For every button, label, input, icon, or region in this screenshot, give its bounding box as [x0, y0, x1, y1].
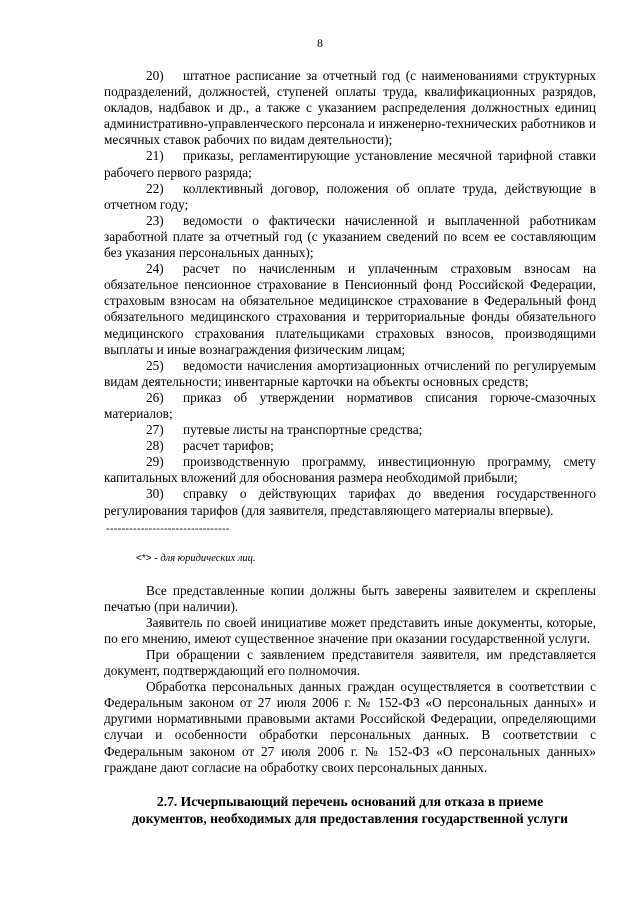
item-number: 25) [146, 357, 164, 373]
list-item [104, 454, 596, 486]
list-item [104, 438, 596, 454]
item-number: 28) [146, 438, 164, 454]
page-number: 8 [317, 36, 323, 50]
footnote-separator: -------------------------------- [106, 522, 230, 535]
item-number: 30) [146, 486, 164, 502]
item-text: расчет тарифов; [183, 438, 274, 454]
item-text: штатное расписание за отчетный год (с наименованиями структурных подразделений, должностей, ступеней оплаты труда, квалификационных разрядов, окладов, надбавок и др., а также с указанием распределения должностных единиц административно-управленческого персонала и инженерно-технических работников и месячных ставок рабочих по видам деятельности); [104, 68, 596, 148]
list-item [104, 148, 596, 180]
list-item [104, 422, 596, 438]
list-item [104, 181, 596, 213]
list-item [104, 68, 596, 148]
paragraph-copies: Все представленные копии должны быть заверены заявителем и скреплены печатью (при наличии). [104, 582, 596, 614]
section-heading [104, 793, 596, 827]
item-number: 29) [146, 454, 164, 470]
paragraph-representative: При обращении с заявлением представителя заявителя, им представляется документ, подтверждающий его полномочия. [104, 647, 596, 679]
footnote-mark: <*> [136, 552, 152, 564]
item-number: 21) [146, 148, 164, 164]
document-body [104, 68, 596, 827]
item-text: ведомости начисления амортизационных отчислений по регулируемым видам деятельности; инвентарные карточки на объекты основных средств; [104, 357, 596, 389]
section-heading-line-2: документов, необходимых для предоставления государственной услуги [132, 810, 568, 826]
item-text: расчет по начисленным и уплаченным страховым взносам на обязательное пенсионное страхование в Пенсионный фонд Российской Федерации, страховым взносам на обязательное медицинское страхование в Федеральный фонд обязательного медицинского страхования и территориальные фонды обязательного медицинского страхования плательщиками страховых взносов, производящими выплаты и иные вознаграждения физическим лицам; [104, 261, 596, 357]
item-number: 20) [146, 68, 164, 83]
item-text: путевые листы на транспортные средства; [183, 422, 423, 438]
item-number: 22) [146, 180, 164, 196]
item-text: ведомости о фактически начисленной и выплаченной работникам заработной плате за отчетный год (с указанием сведений по всем ее составляющим без указания персональных данных); [104, 212, 596, 261]
item-text: приказ об утверждении нормативов списания горюче-смазочных материалов; [104, 389, 596, 421]
list-item [104, 213, 596, 261]
paragraph-extra-documents: Заявитель по своей инициативе может представить иные документы, которые, по его мнению, имеют существенное значение при оказании государственной услуги. [104, 614, 596, 646]
item-text: справку о действующих тарифах до введения государственного регулирования тарифов (для заявителя, представляющего материалы впервые). [104, 486, 596, 518]
item-number: 23) [146, 212, 164, 228]
list-item [104, 390, 596, 422]
item-text: производственную программу, инвестиционную программу, смету капитальных вложений для обоснования размера необходимой прибыли; [104, 454, 596, 486]
list-item [104, 486, 596, 518]
footnote [136, 552, 596, 565]
paragraph-personal-data: Обработка персональных данных граждан осуществляется в соответствии с Федеральным законом от 27 июля 2006 г. № 152-ФЗ «О персональных данных» и другими нормативными правовыми актами Российской Федерации, определяющими случаи и особенности обработки персональных данных. В соответствии с Федеральным законом от 27 июля 2006 г. № 152-ФЗ «О персональных данных» граждане дают согласие на обработку своих персональных данных. [104, 679, 596, 775]
list-item [104, 261, 596, 358]
item-number: 27) [146, 422, 164, 438]
item-number: 26) [146, 389, 164, 405]
item-text: коллективный договор, положения об оплате труда, действующие в отчетном году; [104, 180, 596, 212]
section-heading-line-1: 2.7. Исчерпывающий перечень оснований для отказа в приеме [156, 793, 544, 809]
item-number: 24) [146, 261, 164, 277]
footnote-text: - для юридических лиц. [151, 552, 256, 564]
numbered-list [104, 68, 596, 519]
list-item [104, 358, 596, 390]
item-text: приказы, регламентирующие установление месячной тарифной ставки рабочего первого разряда; [104, 148, 596, 180]
